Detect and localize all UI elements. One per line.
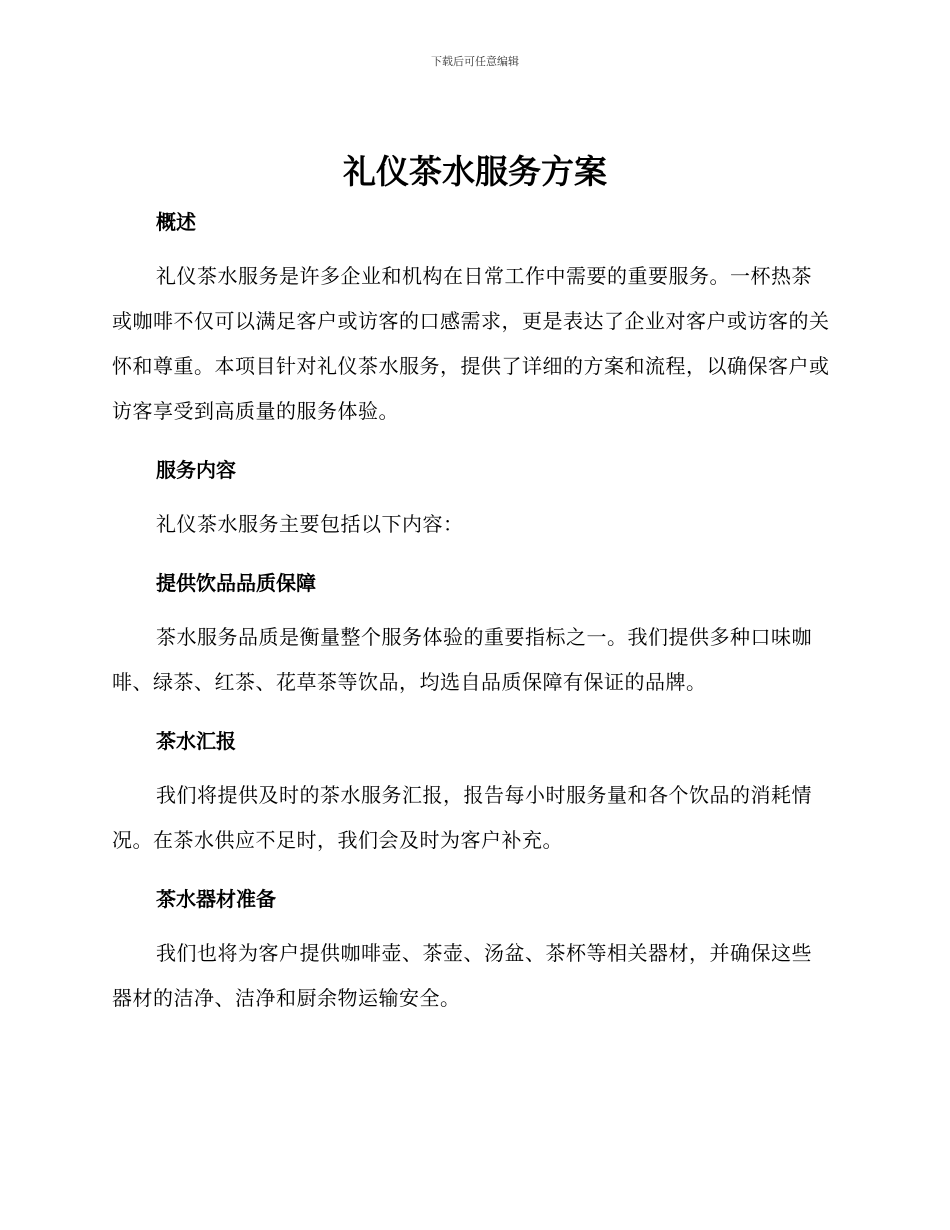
document-title: 礼仪茶水服务方案: [343, 152, 607, 191]
section-service-content: [112, 448, 830, 547]
section-beverage-quality: [112, 561, 830, 705]
section-heading: 茶水汇报: [156, 729, 236, 753]
header-note: 下载后可任意编辑: [431, 55, 519, 68]
document-body: [112, 200, 830, 1021]
section-paragraph: 礼仪茶水服务是许多企业和机构在日常工作中需要的重要服务。一杯热茶或咖啡不仅可以满足客户或访客的口感需求，更是表达了企业对客户或访客的关怀和尊重。本项目针对礼仪茶水服务，提供了详细的方案和流程，以确保客户或访客享受到高质量的服务体验。: [112, 264, 830, 423]
section-equipment-prep: [112, 877, 830, 1021]
section-paragraph: 我们将提供及时的茶水服务汇报，报告每小时服务量和各个饮品的消耗情况。在茶水供应不足时，我们会及时为客户补充。: [112, 783, 812, 852]
section-heading: 茶水器材准备: [156, 887, 276, 911]
section-heading: 概述: [156, 210, 196, 234]
section-heading: 提供饮品品质保障: [156, 571, 316, 595]
section-heading: 服务内容: [156, 458, 236, 482]
section-paragraph: 我们也将为客户提供咖啡壶、茶壶、汤盆、茶杯等相关器材，并确保这些器材的洁净、洁净和厨余物运输安全。: [112, 941, 812, 1010]
section-tea-report: [112, 719, 830, 863]
section-overview: [112, 200, 830, 434]
section-paragraph: 茶水服务品质是衡量整个服务体验的重要指标之一。我们提供多种口味咖啡、绿茶、红茶、花草茶等饮品，均选自品质保障有保证的品牌。: [112, 625, 812, 694]
section-paragraph: 礼仪茶水服务主要包括以下内容：: [156, 512, 464, 536]
